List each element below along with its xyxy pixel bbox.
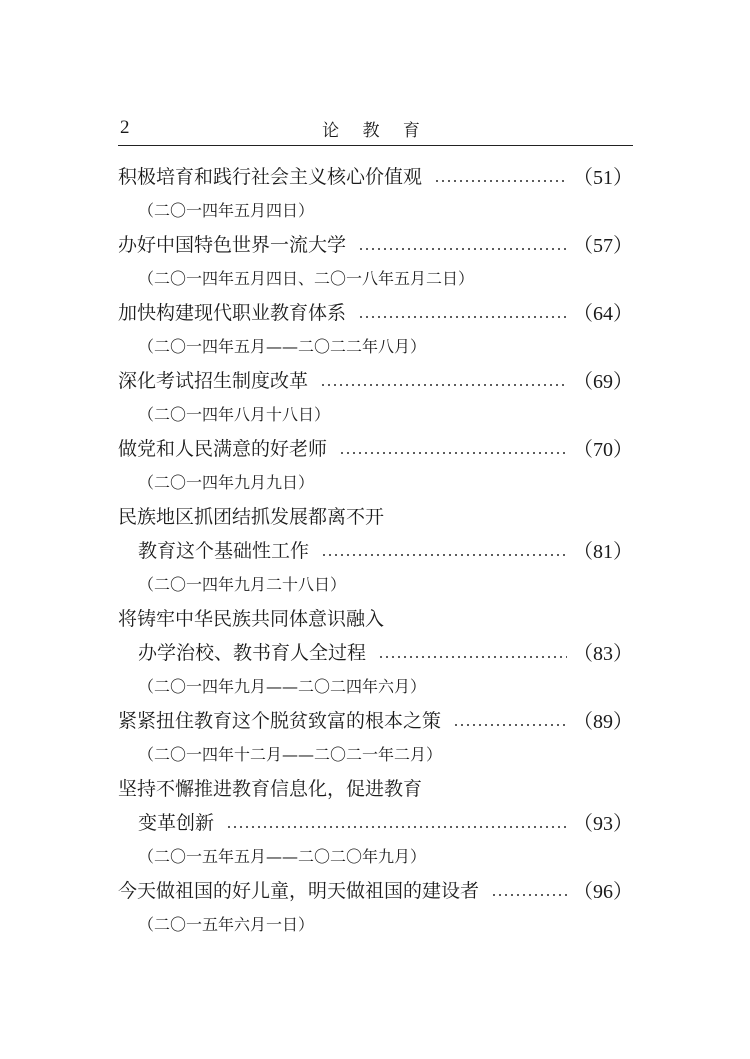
entry-date: （二〇一四年九月——二〇二四年六月） (138, 676, 427, 696)
toc-entry-link[interactable] (118, 532, 633, 566)
entry-title-continued: 办学治校、教书育人全过程 (138, 641, 367, 664)
entry-page-number: （89） (573, 710, 633, 733)
toc-entry-link[interactable] (118, 158, 633, 192)
entry-title: 民族地区抓团结抓发展都离不开 (118, 505, 385, 528)
toc-entry (118, 498, 633, 600)
toc-entry (118, 430, 633, 498)
entry-title: 积极培育和践行社会主义核心价值观 (118, 165, 423, 188)
dot-leader (434, 180, 567, 182)
toc-entry (118, 872, 633, 940)
entry-title: 加快构建现代职业教育体系 (118, 301, 347, 324)
entry-page-number: （81） (573, 540, 633, 563)
entry-title: 深化考试招生制度改革 (118, 369, 309, 392)
entry-date: （二〇一四年十二月——二〇二一年二月） (138, 744, 443, 764)
toc-entry-link[interactable] (118, 226, 633, 260)
toc-entry-link[interactable] (118, 804, 633, 838)
toc-entry (118, 362, 633, 430)
entry-title-line-1[interactable] (118, 498, 633, 532)
toc-entry (118, 600, 633, 702)
entry-title-line-1[interactable] (118, 600, 633, 634)
entry-title-continued: 变革创新 (138, 811, 215, 834)
entry-title-line-1[interactable] (118, 770, 633, 804)
entry-page-number: （64） (573, 302, 633, 325)
entry-date: （二〇一五年五月——二〇二〇年九月） (138, 846, 427, 866)
toc-entry (118, 770, 633, 872)
entry-date: （二〇一四年五月四日、二〇一八年五月二日） (138, 268, 475, 288)
toc-entry (118, 158, 633, 226)
entry-date: （二〇一五年六月一日） (138, 914, 315, 934)
dot-leader (339, 452, 567, 454)
entry-date: （二〇一四年五月四日） (138, 200, 315, 220)
entry-title: 坚持不懈推进教育信息化，促进教育 (118, 777, 423, 800)
dot-leader (491, 894, 567, 896)
running-title: 论 教 育 (322, 121, 429, 141)
page-header (118, 112, 633, 140)
toc-entry (118, 226, 633, 294)
dot-leader (321, 554, 567, 556)
entry-page-number: （69） (573, 370, 633, 393)
toc-entry (118, 702, 633, 770)
entry-date: （二〇一四年八月十八日） (138, 404, 331, 424)
entry-page-number: （51） (573, 166, 633, 189)
dot-leader (358, 316, 567, 318)
toc-entry-link[interactable] (118, 294, 633, 328)
entry-title: 紧紧扭住教育这个脱贫致富的根本之策 (118, 709, 442, 732)
entry-page-number: （83） (573, 642, 633, 665)
toc-entry-link[interactable] (118, 872, 633, 906)
dot-leader (358, 248, 567, 250)
entry-title: 办好中国特色世界一流大学 (118, 233, 347, 256)
dot-leader (378, 656, 567, 658)
entry-page-number: （93） (573, 812, 633, 835)
entry-page-number: （70） (573, 438, 633, 461)
page-number: 2 (120, 117, 130, 138)
dot-leader (320, 384, 567, 386)
toc-entry-link[interactable] (118, 362, 633, 396)
toc-entry-link[interactable] (118, 430, 633, 464)
header-rule (118, 145, 633, 146)
entry-date: （二〇一四年九月九日） (138, 472, 315, 492)
toc-entry-link[interactable] (118, 702, 633, 736)
entry-date: （二〇一四年九月二十八日） (138, 574, 347, 594)
entry-page-number: （96） (573, 880, 633, 903)
entry-title: 今天做祖国的好儿童，明天做祖国的建设者 (118, 879, 480, 902)
toc-entry (118, 294, 633, 362)
entry-title: 做党和人民满意的好老师 (118, 437, 328, 460)
entry-page-number: （57） (573, 234, 633, 257)
entry-title: 将铸牢中华民族共同体意识融入 (118, 607, 385, 630)
entry-title-continued: 教育这个基础性工作 (138, 539, 310, 562)
dot-leader (226, 826, 567, 828)
entry-date: （二〇一四年五月——二〇二二年八月） (138, 336, 427, 356)
dot-leader (453, 724, 567, 726)
table-of-contents (118, 158, 633, 940)
toc-entry-link[interactable] (118, 634, 633, 668)
